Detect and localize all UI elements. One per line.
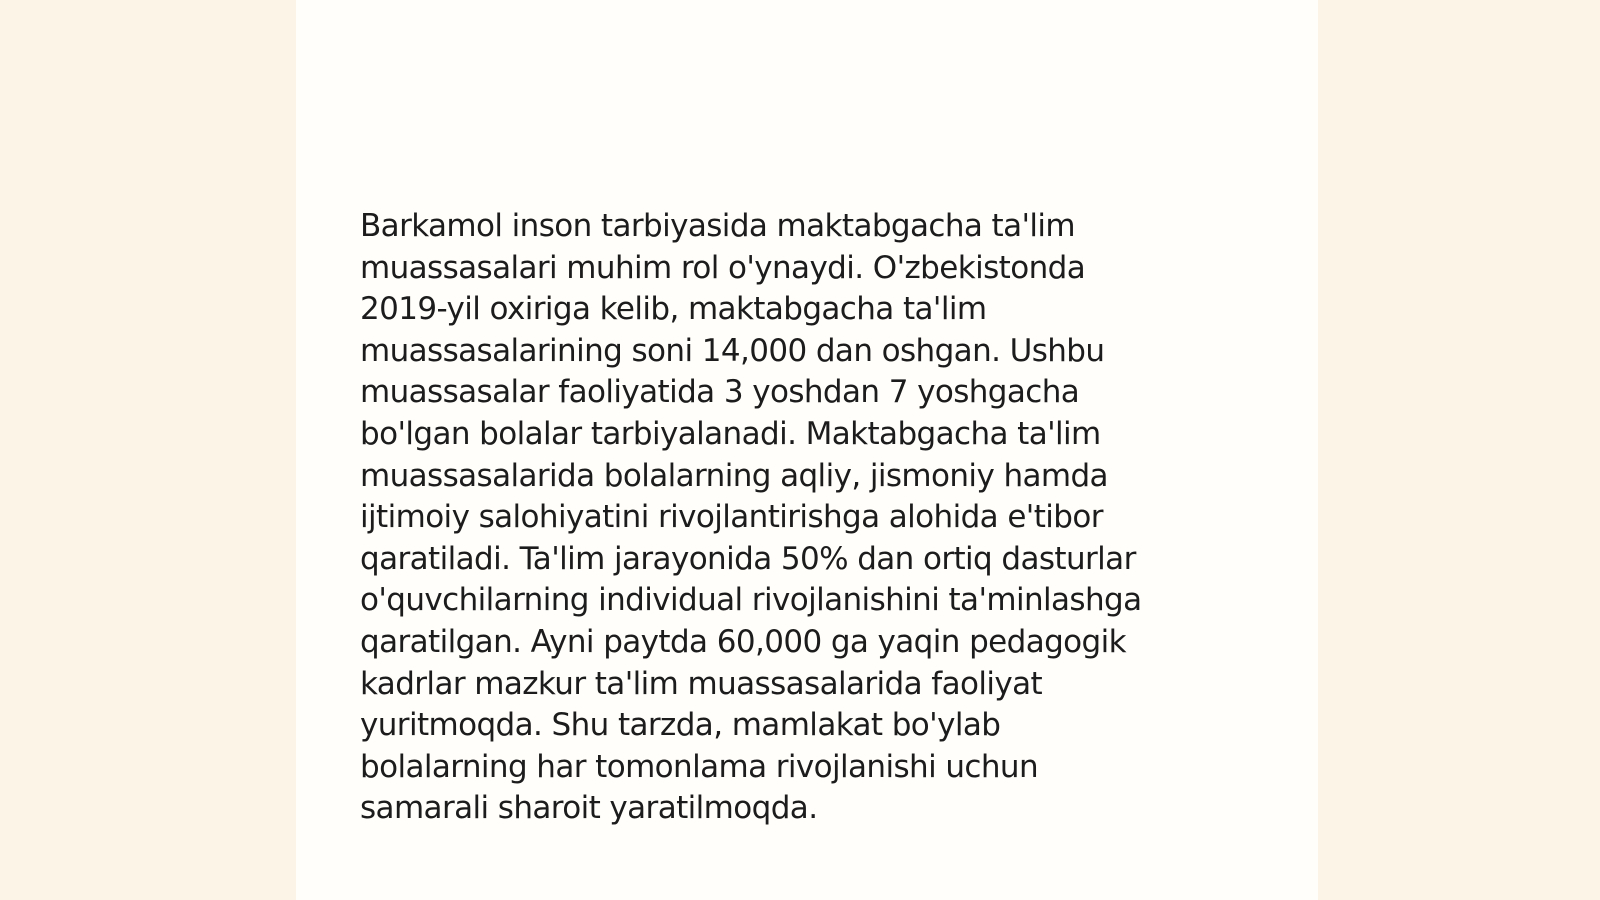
paragraph-line: kadrlar mazkur ta'lim muassasalarida faoliyat <box>360 665 1043 702</box>
paragraph-line: muassasalarida bolalarning aqliy, jismoniy hamda <box>360 457 1108 494</box>
paragraph-line: bolalarning har tomonlama rivojlanishi uchun <box>360 748 1038 785</box>
paragraph-line: o'quvchilarning individual rivojlanishini ta'minlashga <box>360 582 1142 619</box>
paragraph-line: samarali sharoit yaratilmoqda. <box>360 790 818 827</box>
paragraph-line: ijtimoiy salohiyatini rivojlantirishga alohida e'tibor <box>360 499 1103 536</box>
paragraph-line: qaratilgan. Ayni paytda 60,000 ga yaqin pedagogik <box>360 623 1126 660</box>
paragraph-line: Barkamol inson tarbiyasida maktabgacha ta'lim <box>360 208 1076 244</box>
paragraph-line: 2019-yil oxiriga kelib, maktabgacha ta'lim <box>360 291 987 328</box>
paragraph-line: muassasalari muhim rol o'ynaydi. O'zbekistonda <box>360 249 1086 286</box>
paragraph-line: muassasalarining soni 14,000 dan oshgan. Ushbu <box>360 332 1105 369</box>
paragraph-line: bo'lgan bolalar tarbiyalanadi. Maktabgacha ta'lim <box>360 415 1101 452</box>
paragraph-line: yuritmoqda. Shu tarzda, mamlakat bo'ylab <box>360 707 1001 744</box>
document-page <box>296 0 1318 900</box>
body-paragraph <box>360 206 1240 830</box>
paragraph-line: qaratiladi. Ta'lim jarayonida 50% dan ortiq dasturlar <box>360 540 1136 577</box>
paragraph-line: muassasalar faoliyatida 3 yoshdan 7 yoshgacha <box>360 374 1080 411</box>
